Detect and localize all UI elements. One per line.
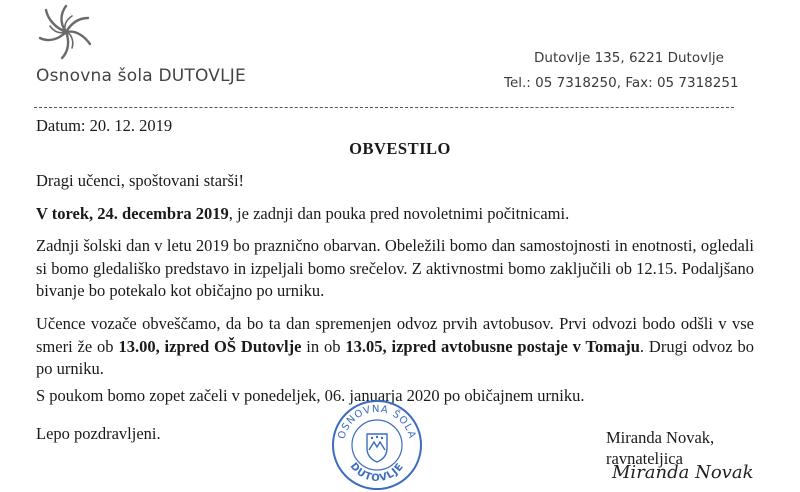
bus-time-dutovlje: 13.00, izpred OŠ Dutovlje: [118, 336, 302, 356]
bus-text-c: in ob: [301, 336, 346, 356]
school-address: Dutovlje 135, 6221 Dutovlje: [534, 50, 724, 66]
school-logo-icon: [30, 2, 102, 62]
paragraph-activities: Zadnji šolski dan v letu 2019 bo praznično obarvan. Obeležili bomo dan samostojnosti in enotnosti, ogledali si bomo gledališko predstavo in izpeljali bomo srečelov. Z aktivnostmi bomo zaključili ob 12.15. Podaljšano bivanje bo potekalo kot običajno po urniku.: [36, 236, 754, 300]
school-stamp-icon: [330, 398, 424, 492]
header-divider: [34, 107, 734, 108]
school-name: Osnovna šola DUTOVLJE: [36, 66, 246, 86]
handwritten-signature: Miranda Novak: [612, 462, 754, 483]
bus-text-a: Učence vozače obveščamo, da bo ta dan spremenjen odvoz prvih avtobusov. Prvi odvozi bodo odšli v vse smeri že ob: [36, 314, 754, 356]
paragraph-restart: S poukom bomo zopet začeli v ponedeljek, 06. januarja 2020 po običajnem urniku.: [36, 386, 585, 405]
signatory-role: ravnateljica: [606, 449, 683, 468]
closing: Lepo pozdravljeni.: [36, 424, 161, 443]
svg-text:DUTOVLJE: [348, 461, 407, 484]
bus-text-e: . Drugi odvoz bo po urniku.: [36, 336, 754, 378]
paragraph-last-day: [36, 203, 754, 226]
greeting: Dragi učenci, spoštovani starši!: [36, 171, 245, 190]
svg-text:OSNOVNA ŠOLA: [337, 404, 418, 441]
stamp-bottom-text: DUTOVLJE: [347, 460, 407, 485]
last-day-date: V torek, 24. decembra 2019: [36, 204, 229, 223]
paragraph-bus: [36, 313, 754, 381]
school-contact: Tel.: 05 7318250, Fax: 05 7318251: [504, 75, 739, 91]
last-day-text: , je zadnji dan pouka pred novoletnimi počitnicami.: [228, 204, 570, 223]
signatory-name: Miranda Novak,: [606, 428, 715, 447]
stamp-top-text: OSNOVNA ŠOLA: [336, 403, 418, 441]
bus-time-tomaj: 13.05, izpred avtobusne postaje v Tomaju: [345, 336, 640, 356]
letter-title: OBVESTILO: [349, 139, 451, 158]
letter-date: Datum: 20. 12. 2019: [36, 116, 173, 135]
